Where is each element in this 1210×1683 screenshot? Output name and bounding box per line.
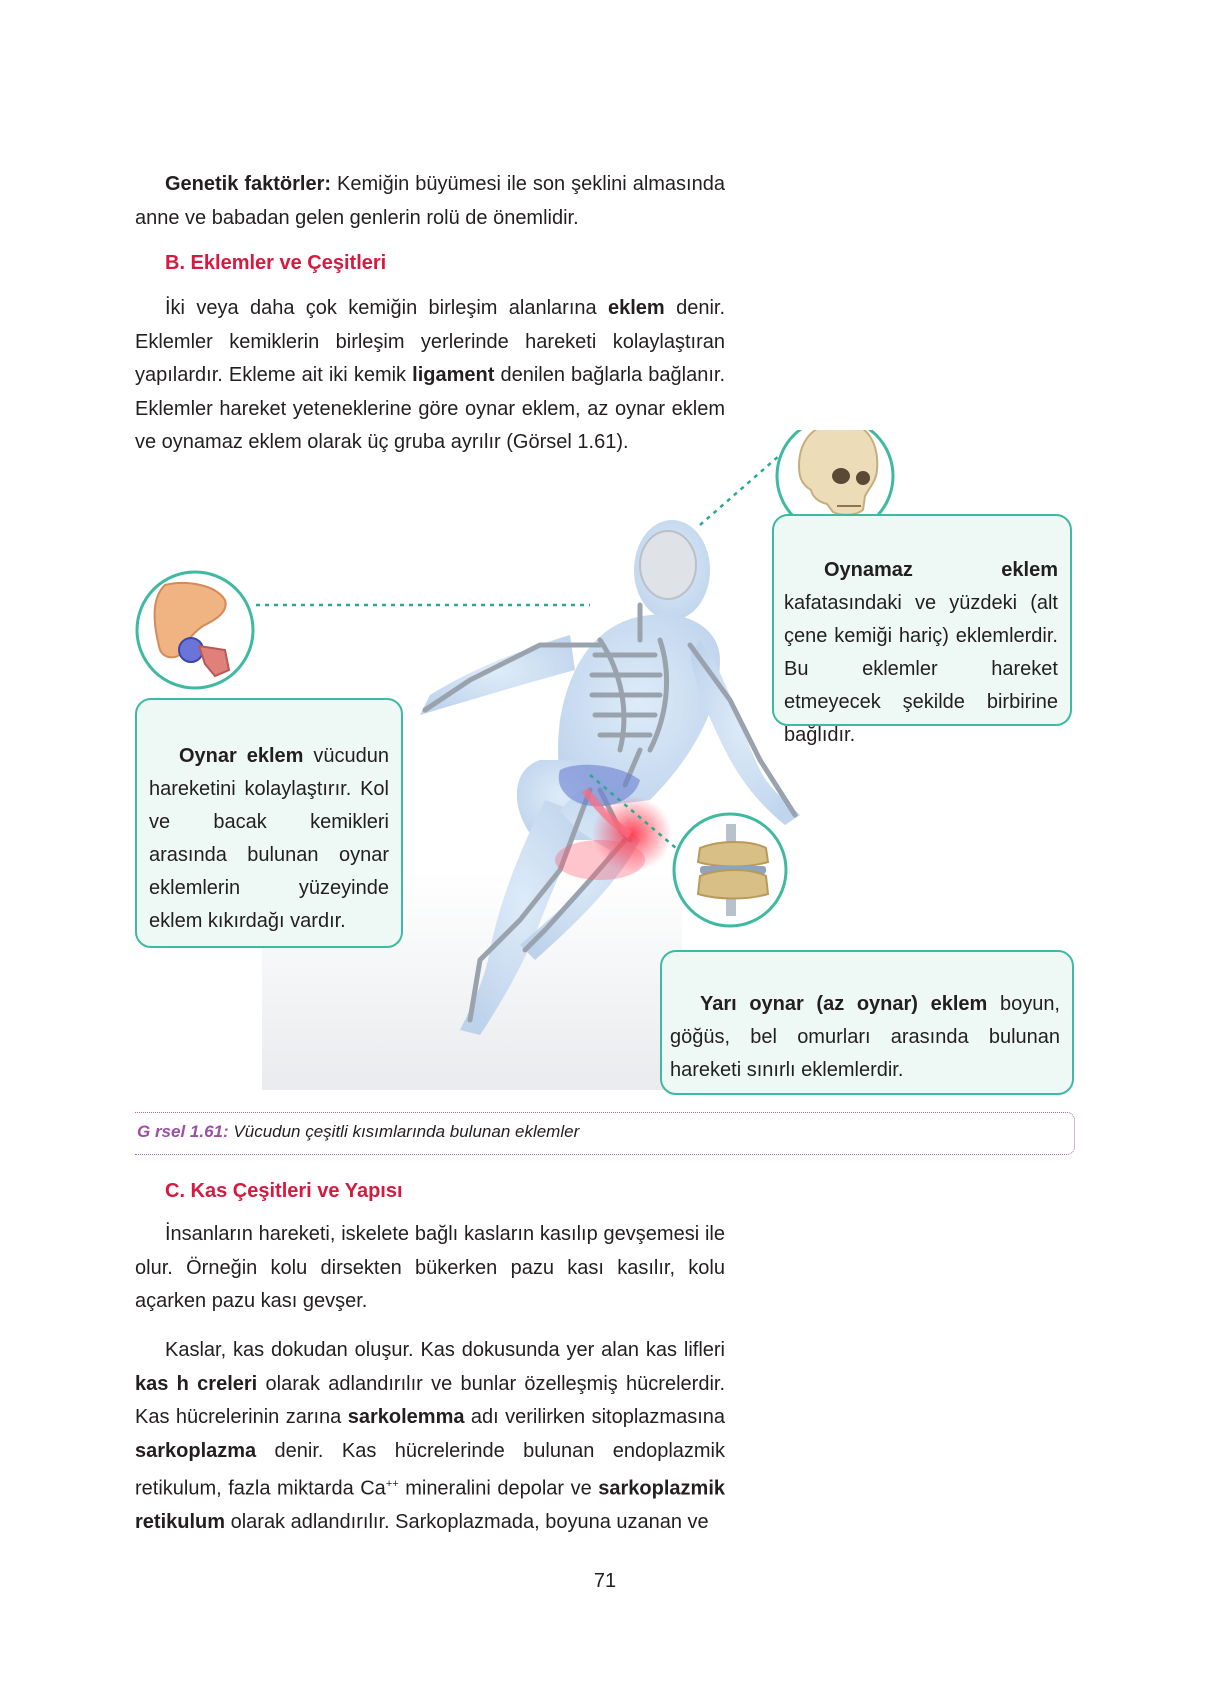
term-movable-joint: Oynar eklem (179, 745, 304, 767)
paragraph-text: denilen bağlarla bağlanır. Eklemler hareket yeteneklerine göre oynar eklem, az oynar eklem ve oynamaz eklem olarak üç gruba ayrılır (Görsel 1.61). (135, 364, 726, 453)
superscript-charge: ++ (385, 1478, 399, 1490)
term-eklem: eklem (608, 297, 665, 319)
callout-semi-movable-joint (660, 950, 1074, 1095)
hip-joint-icon (137, 572, 253, 688)
paragraph-text: olarak adlandırılır. Sarkoplazmada, boyuna uzanan ve (225, 1511, 709, 1534)
paragraph-text: olarak adlandırılır ve bunlar özelleşmiş hücrelerdir. Kas hücrelerinin zarına (135, 1372, 725, 1428)
term-genetic-factors: Genetik faktörler: (165, 173, 332, 195)
page-number: 71 (593, 1570, 617, 1592)
term-sarcolemma: sarkolemma (347, 1406, 465, 1428)
callout-text: boyun, göğüs, bel omurları arasında bulunan hareketi sınırlı eklemlerdir. (670, 993, 1060, 1081)
figure-caption (137, 1122, 579, 1142)
term-sarcoplasmic-reticulum: sarkoplazmik retikulum (135, 1477, 725, 1534)
paragraph-text: mineralini depolar ve (398, 1477, 599, 1500)
callout-immovable-joint (772, 514, 1072, 746)
caption-label: G rsel 1.61: (137, 1122, 229, 1141)
vertebra-icon (674, 814, 786, 926)
callout-text: vücudun hareketini kolaylaştırır. Kol ve bacak kemikleri arasında bulunan oynar eklemlerin yüzeyinde eklem kıkırdağı vardır. (149, 745, 389, 932)
paragraph-text: adı verilirken sitoplazmasına (464, 1406, 725, 1428)
paragraph-text: denir. Eklemler kemiklerin birleşim yerlerinde hareketi kolaylaştıran yapılardır. Ekleme ait iki kemik (135, 297, 725, 386)
section-heading-joints: B. Eklemler ve Çeşitleri (165, 252, 387, 274)
callout-movable-joint (135, 698, 403, 948)
paragraph-text: İki veya daha çok kemiğin birleşim alanlarına (165, 297, 608, 319)
section-heading-muscles: C. Kas Çeşitleri ve Yapısı (165, 1180, 403, 1202)
term-immovable-joint: Oynamaz eklem (824, 559, 1058, 581)
term-muscle-cells: kas h creleri (135, 1372, 258, 1395)
paragraph-text: Kemiğin büyümesi ile son şeklini almasında anne ve babadan gelen genlerin rolü de önemlidir. (135, 173, 725, 229)
paragraph-muscle-movement (135, 1218, 725, 1319)
term-semi-movable-joint: Yarı oynar (az oynar) eklem (700, 993, 988, 1015)
paragraph-muscle-tissue (135, 1334, 725, 1540)
paragraph-text: denir. Kas hücrelerinde bulunan endoplazmik retikulum, fazla miktarda Ca (135, 1439, 725, 1500)
callout-text: kafatasındaki ve yüzdeki (alt çene kemiği hariç) eklemlerdir. Bu eklemler hareket etmeyecek şekilde birbirine bağlıdır. (784, 592, 1058, 746)
caption-text: Vücudun çeşitli kısımlarında bulunan eklemler (228, 1122, 580, 1141)
term-sarcoplasm: sarkoplazma (135, 1439, 257, 1462)
paragraph-genetic-factors (135, 168, 725, 235)
paragraph-text: Kaslar, kas dokudan oluşur. Kas dokusunda yer alan kas lifleri (165, 1339, 725, 1361)
shin-glow (555, 840, 645, 880)
term-ligament: ligament (412, 364, 495, 386)
paragraph-text: İnsanların hareketi, iskelete bağlı kasların kasılıp gevşemesi ile olur. Örneğin kolu dirsekten bükerken pazu kası kasılır, kolu açarken pazu kası gevşer. (135, 1223, 725, 1312)
